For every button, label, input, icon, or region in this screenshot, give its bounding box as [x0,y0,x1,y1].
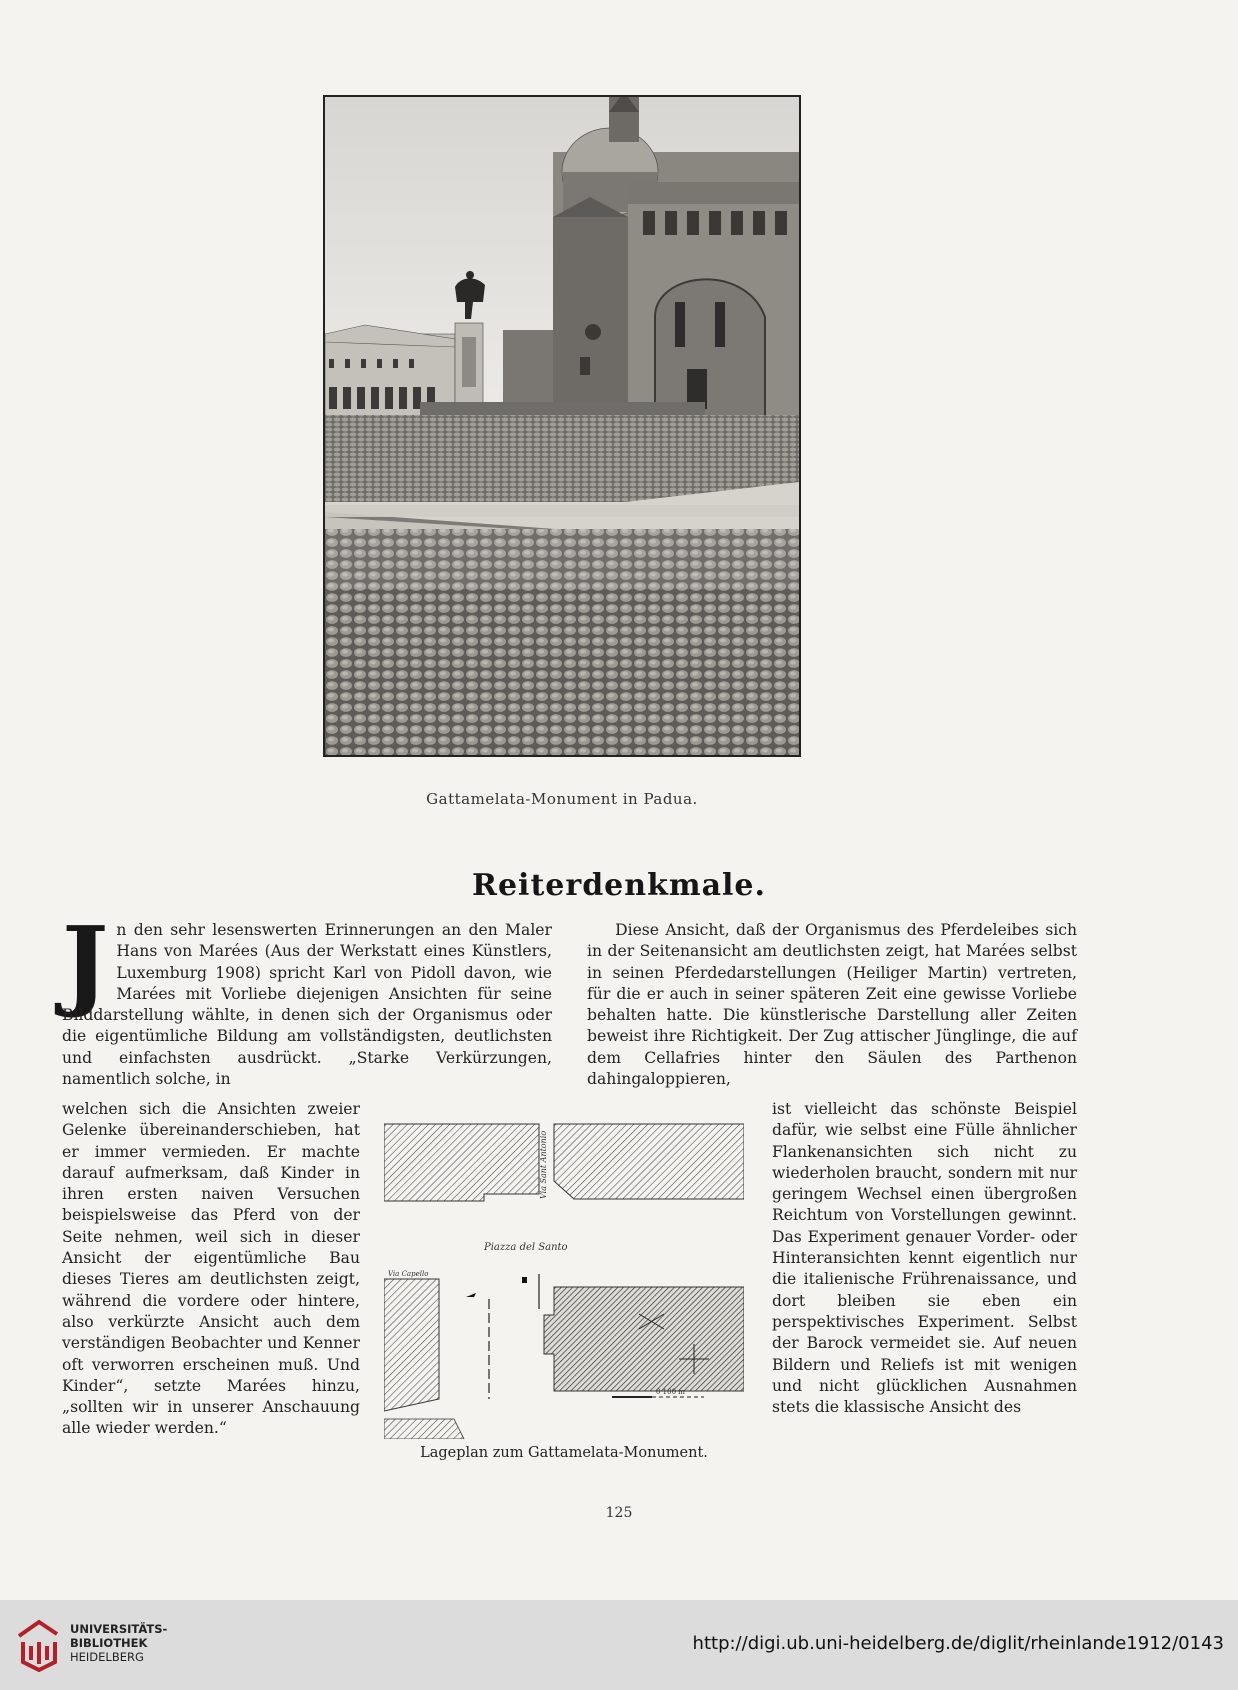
photo-caption: Gattamelata-Monument in Padua. [426,790,698,808]
drop-cap: J [62,906,109,1021]
library-logo-icon [14,1616,64,1672]
right-paragraph-continued: ist vielleicht das schönste Beispiel dafür, wie selbst eine Fülle ähnlicher Flankenansichten sich nicht zu wiederholen braucht, sondern mit nur geringem Wechsel einen übergroßen Reichtum von Vorstellungen gewinnt. Das Experiment genauer Vorder- oder Hinteransichten kennt eigentlich nur die italienische Frührenaissance, und dort bleiben sie eben ein perspektivisches Experiment. Selbst der Barock vermeidet sie. Auf neuen Bildern und Reliefs ist mit wenigen und nicht glücklichen Ausnahmen stets die klassische Ansicht des [772,1100,1077,1417]
gattamelata-photo [323,95,801,757]
plan-scale-label: 0 100 m [656,1388,685,1396]
site-plan-drawing [384,1119,744,1439]
right-paragraph-start: Diese Ansicht, daß der Organismus des Pferdeleibes sich in der Seitenansicht am deutlichsten zeigt, hat Marées selbst in seinen Pferdedarstellungen (Heiliger Martin) vertreten, für die er auch in seiner späteren Zeit eine gewisse Vorliebe behalten hatte. Die künstlerische Darstellung aller Zeiten beweist ihre Richtigkeit. Der Zug attischer Jünglinge, die auf dem Cellafries hinter den Säulen des Parthenon dahingaloppieren, [587,921,1077,1089]
article-title: Reiterdenkmale. [472,868,766,903]
page-number: 125 [605,1505,633,1521]
library-name [70,1622,167,1664]
left-paragraph-continued: welchen sich die Ansichten zweier Gelenke übereinanderschieben, hat er immer vermieden. Er machte darauf aufmerksam, daß Kinder in ihren ersten naiven Versuchen beispielsweise das Pferd von der Seite nehmen, weil sich in dieser Ansicht der eigentümliche Bau dieses Tieres am deutlichsten zeigt, während die vordere oder hintere, also verkürzte Ansicht auch dem verständigen Beobachter und Kenner oft verworren erscheinen muß. Und Kinder“, setzte Marées hinzu, „sollten wir in unserer Anschauung alle wieder werden.“ [62,1100,360,1438]
plan-label-piazza: Piazza del Santo [484,1242,568,1253]
site-plan-figure [384,1119,744,1439]
library-name-line2: BIBLIOTHEK [70,1636,148,1650]
article-column-left [62,906,552,1090]
photo-illustration [325,97,799,755]
library-name-line3: HEIDELBERG [70,1650,144,1664]
plan-label-via: Via Sant Antonio [539,1130,548,1199]
plan-caption: Lageplan zum Gattamelata-Monument. [420,1445,708,1461]
left-paragraph-start: n den sehr lesenswerten Erinnerungen an den Maler Hans von Marées (Aus der Werkstatt eines Künstlers, Luxemburg 1908) spricht Karl von Pidoll davon, wie Marées mit Vorliebe diejenigen Ansichten für seine Bilddarstellung wählte, in denen sich der Organismus oder die eigentümliche Bildung am vollständigsten, deutlichsten und einfachsten ausdrückt. „Starke Verkürzungen, namentlich solche, in [62,921,552,1089]
plan-label-capello: Via Capello [388,1270,429,1278]
library-logo [14,1616,64,1672]
library-name-line1: UNIVERSITÄTS- [70,1622,168,1636]
library-footer [0,1600,1238,1690]
document-url-link[interactable]: http://digi.ub.uni-heidelberg.de/diglit/rheinlande1912/0143 [692,1633,1224,1654]
